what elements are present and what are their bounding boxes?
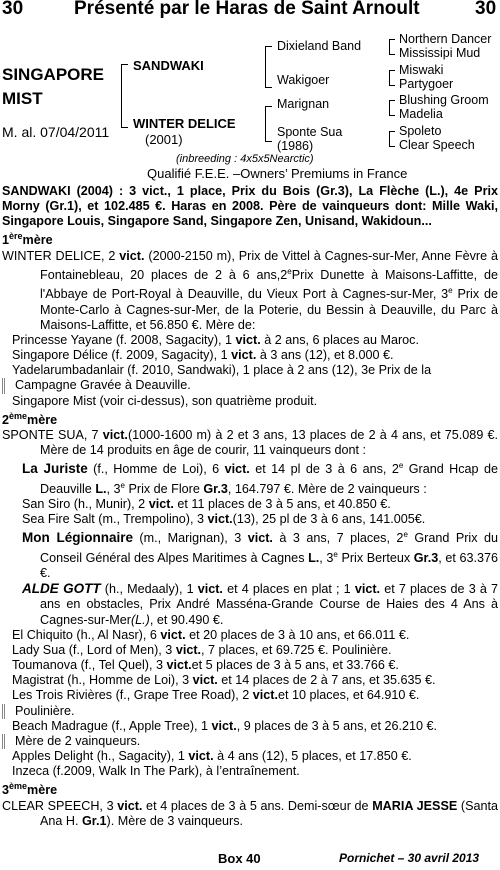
dam-year: (2001) — [145, 132, 183, 147]
ggp-6: Madelia — [399, 107, 443, 121]
grandsire-paternal: Dixieland Band — [277, 39, 362, 53]
first-dam-paragraph: WINTER DELICE, 2 vict. (2000-2150 m), Prix de Vittel à Cagnes-sur-Mer, Anne Fèvre à Fontainebleau, 20 places de 2 à 6 ans,2ePrix Dunette à Maisons-Laffitte, de l'Abbaye de Port-Royal à Deauville, du Vieux Port à Cagnes-sur-Mer, 3e Prix de Monte-Carlo à Cagnes-sur-Mer, de la Poterie, du Bessin à Deauville, du Parc à Maisons-Laffitte, et 56.850 €. Mère de: — [2, 248, 498, 332]
ggp-4: Partygoer — [399, 77, 454, 91]
produce-3-cont: Campagne Gravée à Deauville. — [2, 378, 498, 393]
footer-place-date: Pornichet – 30 avril 2013 — [339, 851, 480, 865]
bracket-dam — [265, 106, 272, 142]
produce-sea-fire-salt: Sea Fire Salt (m., Trempolino), 3 vict.(13), 25 pl de 3 à 6 ans, 141.005€. — [22, 512, 426, 527]
inbreeding-note: (inbreeding : 4x5x5Nearctic) — [176, 153, 314, 165]
ggp-2: Mississipi Mud — [399, 46, 481, 60]
ggp-1: Northern Dancer — [399, 32, 492, 46]
granddam-maternal-year: (1986) — [277, 139, 314, 153]
third-dam-paragraph: CLEAR SPEECH, 3 vict. et 4 places de 3 à 5 ans. Demi-sœur de MARIA JESSE (Santa Ana H. Gr.1). Mère de 3 vainqueurs. — [2, 798, 498, 828]
sire-paragraph: SANDWAKI (2004) : 3 vict., 1 place, Prix du Bois (Gr.3), La Flèche (L.), 4e Prix Morny (Gr.1), et 102.485 €. Haras en 2008. Père de vainqueurs dont: Mille Waki, Singapore Louis, Singapore Sand, Singapore Zen, Unisand, Wakidoun... — [2, 184, 498, 229]
produce-1: Princesse Yayane (f. 2008, Sagacity), 1 vict. à 2 ans, 6 places au Maroc. — [12, 332, 419, 347]
granddam-paternal: Wakigoer — [277, 73, 330, 87]
grandsire-maternal: Marignan — [277, 97, 330, 111]
bracket-gg1 — [389, 39, 395, 55]
produce-lady-sua: Lady Sua (f., Lord of Men), 3 vict., 7 places, et 69.725 €. Poulinière. — [12, 642, 392, 657]
horse-name-line2: MIST — [2, 89, 43, 108]
produce-trois-rivieres-cont: Poulinière. — [2, 704, 498, 719]
produce-trois-rivieres: Les Trois Rivières (f., Grape Tree Road), 2 vict.et 10 places, et 64.910 €. — [12, 688, 420, 703]
horse-name-line1: SINGAPORE — [2, 65, 105, 84]
produce-4: Singapore Mist (voir ci-dessus), son quatrième produit. — [12, 393, 318, 408]
ggp-7: Spoleto — [399, 124, 442, 138]
qualifie-note: Qualifié F.E.E. –Owners’ Premiums in France — [147, 166, 408, 181]
second-dam-paragraph: SPONTE SUA, 7 vict.(1000-1600 m) à 2 et 3 ans, 13 places de 2 à 4 ans, et 75.089 €. Mère de 14 produits en âge de courir, 11 vainqueurs dont : — [2, 428, 499, 458]
bracket-gg4 — [389, 131, 395, 147]
page-title: Présenté par le Haras de Saint Arnoult — [74, 0, 420, 19]
produce-beach-madrague-cont: Mère de 2 vainqueurs. — [2, 734, 498, 749]
produce-2: Singapore Délice (f. 2009, Sagacity), 1 vict. à 3 ans (12), et 8.000 €. — [12, 348, 394, 363]
ggp-8: Clear Speech — [399, 138, 475, 152]
lot-number-left: 30 — [2, 0, 24, 19]
lot-number-right: 30 — [475, 0, 497, 19]
produce-mon-legionnaire: Mon Légionnaire (m., Marignan), 3 vict. à 3 ans, 7 places, 2e Grand Prix du Conseil Général des Alpes Maritimes à Cagnes L., 3e Prix Berteux Gr.3, et 63.376 €. — [22, 530, 498, 581]
third-dam-heading: 3èmemère — [2, 781, 58, 798]
produce-la-juriste: La Juriste (f., Homme de Loi), 6 vict. et 14 pl de 3 à 6 ans, 2e Grand Hcap de Deauville L., 3e Prix de Flore Gr.3, 164.797 €. Mère de 2 vainqueurs : — [22, 461, 498, 496]
produce-alde-gott: ALDE GOTT (h., Medaaly), 1 vict. et 4 places en plat ; 1 vict. et 7 places de 3 à 7 ans en obstacles, Prix André Masséna-Grande Course de Haies des 4 Ans à Cagnes-sur-Mer(L.), et 90.490 €. — [22, 581, 498, 627]
ggp-5: Blushing Groom — [399, 93, 489, 107]
produce-beach-madrague: Beach Madrague (f., Apple Tree), 1 vict., 9 places de 3 à 5 ans, et 26.210 €. — [12, 718, 437, 733]
produce-apples-delight: Apples Delight (h., Sagacity), 1 vict. à 4 ans (12), 5 places, et 17.850 €. — [12, 748, 412, 763]
horse-info: M. al. 07/04/2011 — [2, 124, 110, 140]
dam-name: WINTER DELICE — [133, 116, 236, 131]
bracket-main — [121, 64, 128, 128]
bracket-gg3 — [389, 100, 395, 116]
second-dam-heading: 2èmemère — [2, 410, 58, 427]
produce-san-siro: San Siro (h., Munir), 2 vict. et 11 places de 3 à 5 ans, et 40.850 €. — [22, 497, 391, 512]
ggp-3: Miswaki — [399, 63, 444, 77]
sire-name: SANDWAKI — [133, 58, 204, 73]
bracket-sire — [265, 46, 272, 88]
produce-magistrat: Magistrat (h., Homme de Loi), 3 vict. et 14 places de 2 à 7 ans, et 35.635 €. — [12, 673, 436, 688]
produce-3: Yadelarumbadanlair (f. 2010, Sandwaki), 1 place à 2 ans (12), 3e Prix de la — [12, 363, 432, 378]
produce-el-chiquito: El Chiquito (h., Al Nasr), 6 vict. et 20 places de 3 à 10 ans, et 66.011 €. — [12, 627, 410, 642]
footer-box: Box 40 — [218, 851, 261, 866]
first-dam-heading: 1èremère — [2, 231, 53, 248]
catalogue-body — [2, 184, 498, 829]
granddam-maternal: Sponte Sua — [277, 125, 343, 139]
produce-toumanova: Toumanova (f., Tel Quel), 3 vict.et 5 places de 3 à 5 ans, et 33.766 €. — [12, 658, 399, 673]
produce-inzeca: Inzeca (f.2009, Walk In The Park), à l’entraînement. — [12, 764, 300, 779]
bracket-gg2 — [389, 70, 395, 86]
